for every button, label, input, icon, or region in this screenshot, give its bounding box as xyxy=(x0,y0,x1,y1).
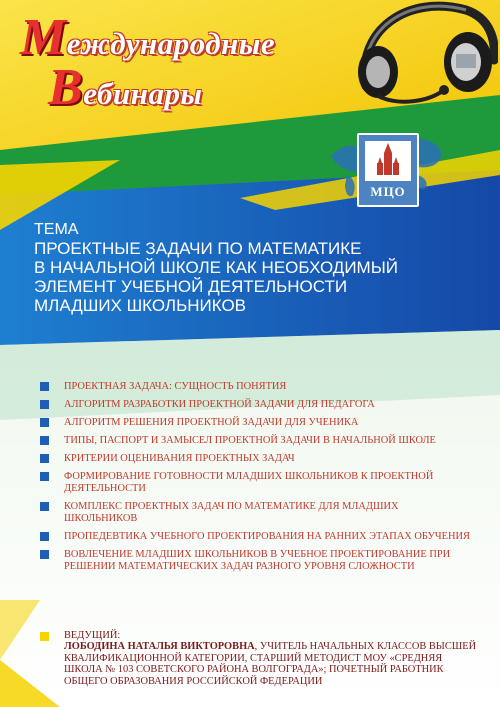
topic-text: АЛГОРИТМ РАЗРАБОТКИ ПРОЕКТНОЙ ЗАДАЧИ ДЛЯ ПЕДАГОГА xyxy=(64,399,375,410)
topic-item xyxy=(40,381,470,393)
topic-item xyxy=(40,531,470,543)
topic-text: ФОРМИРОВАНИЕ ГОТОВНОСТИ МЛАДШИХ ШКОЛЬНИКОВ К ПРОЕКТНОЙ ДЕЯТЕЛЬНОСТИ xyxy=(64,471,434,494)
topic-text: ВОВЛЕЧЕНИЕ МЛАДШИХ ШКОЛЬНИКОВ В УЧЕБНОЕ ПРОЕКТИРОВАНИЕ ПРИ РЕШЕНИИ МАТЕМАТИЧЕСКИХ ЗАДАЧ РАЗНОГО УРОВНЯ СЛОЖНОСТИ xyxy=(64,549,451,572)
bullet-square-icon xyxy=(40,472,49,481)
theme-label: ТЕМА xyxy=(34,221,79,238)
theme-title-line: ЭЛЕМЕНТ УЧЕБНОЙ ДЕЯТЕЛЬНОСТИ xyxy=(34,277,348,296)
presenter-info xyxy=(64,641,480,687)
bullet-square-icon xyxy=(40,550,49,559)
presenter-name: ЛОБОДИНА НАТАЛЬЯ ВИКТОРОВНА xyxy=(64,641,255,653)
topic-item xyxy=(40,471,470,495)
bullet-square-icon xyxy=(40,632,49,641)
presenter-label: ВЕДУЩИЙ: xyxy=(64,630,121,641)
topic-text: КОМПЛЕКС ПРОЕКТНЫХ ЗАДАЧ ПО МАТЕМАТИКЕ ДЛЯ МЛАДШИХ ШКОЛЬНИКОВ xyxy=(64,501,399,524)
theme-title xyxy=(34,239,474,315)
headset-icon xyxy=(348,0,498,108)
theme-block xyxy=(34,221,474,315)
bullet-square-icon xyxy=(40,382,49,391)
bullet-square-icon xyxy=(40,532,49,541)
logo-text: МЦО xyxy=(370,184,406,199)
topics-list xyxy=(40,381,470,573)
topic-item xyxy=(40,435,470,447)
bullet-square-icon xyxy=(40,454,49,463)
theme-title-line: В НАЧАЛЬНОЙ ШКОЛЕ КАК НЕОБХОДИМЫЙ xyxy=(34,258,398,277)
bullet-square-icon xyxy=(40,400,49,409)
headline-line-2: Вебинары xyxy=(48,59,203,116)
presenter-description: , УЧИТЕЛЬ НАЧАЛЬНЫХ КЛАССОВ ВЫСШЕЙ КВАЛИФИКАЦИОННОЙ КАТЕГОРИИ, СТАРШИЙ МЕТОДИСТ МОУ «СРЕДНЯЯ ШКОЛА № 103 СОВЕТСКОГО РАЙОНА ВОЛГОГРАДА»; ПОЧЕТНЫЙ РАБОТНИК ОБЩЕГО ОБРАЗОВАНИЯ РОССИЙСКОЙ ФЕДЕРАЦИИ xyxy=(64,641,477,687)
theme-title-line: ПРОЕКТНЫЕ ЗАДАЧИ ПО МАТЕМАТИКЕ xyxy=(34,239,362,258)
topic-text: ТИПЫ, ПАСПОРТ И ЗАМЫСЕЛ ПРОЕКТНОЙ ЗАДАЧИ В НАЧАЛЬНОЙ ШКОЛЕ xyxy=(64,435,436,446)
topic-item xyxy=(40,399,470,411)
topic-text: АЛГОРИТМ РЕШЕНИЯ ПРОЕКТНОЙ ЗАДАЧИ ДЛЯ УЧЕНИКА xyxy=(64,417,359,428)
headline-line-1: Международные xyxy=(20,9,276,66)
topic-item xyxy=(40,549,470,573)
mco-logo xyxy=(357,133,419,207)
topic-text: ПРОЕКТНАЯ ЗАДАЧА: СУЩНОСТЬ ПОНЯТИЯ xyxy=(64,381,287,392)
bullet-square-icon xyxy=(40,502,49,511)
bullet-square-icon xyxy=(40,418,49,427)
headline xyxy=(20,9,276,116)
topic-text: КРИТЕРИИ ОЦЕНИВАНИЯ ПРОЕКТНЫХ ЗАДАЧ xyxy=(64,453,295,464)
topic-item xyxy=(40,453,470,465)
topic-item xyxy=(40,417,470,429)
presenter-body xyxy=(40,630,480,687)
topic-item xyxy=(40,501,470,525)
theme-title-line: МЛАДШИХ ШКОЛЬНИКОВ xyxy=(34,296,247,315)
presenter-block xyxy=(40,630,480,687)
bullet-square-icon xyxy=(40,436,49,445)
topic-text: ПРОПЕДЕВТИКА УЧЕБНОГО ПРОЕКТИРОВАНИЯ НА РАННИХ ЭТАПАХ ОБУЧЕНИЯ xyxy=(64,531,470,542)
